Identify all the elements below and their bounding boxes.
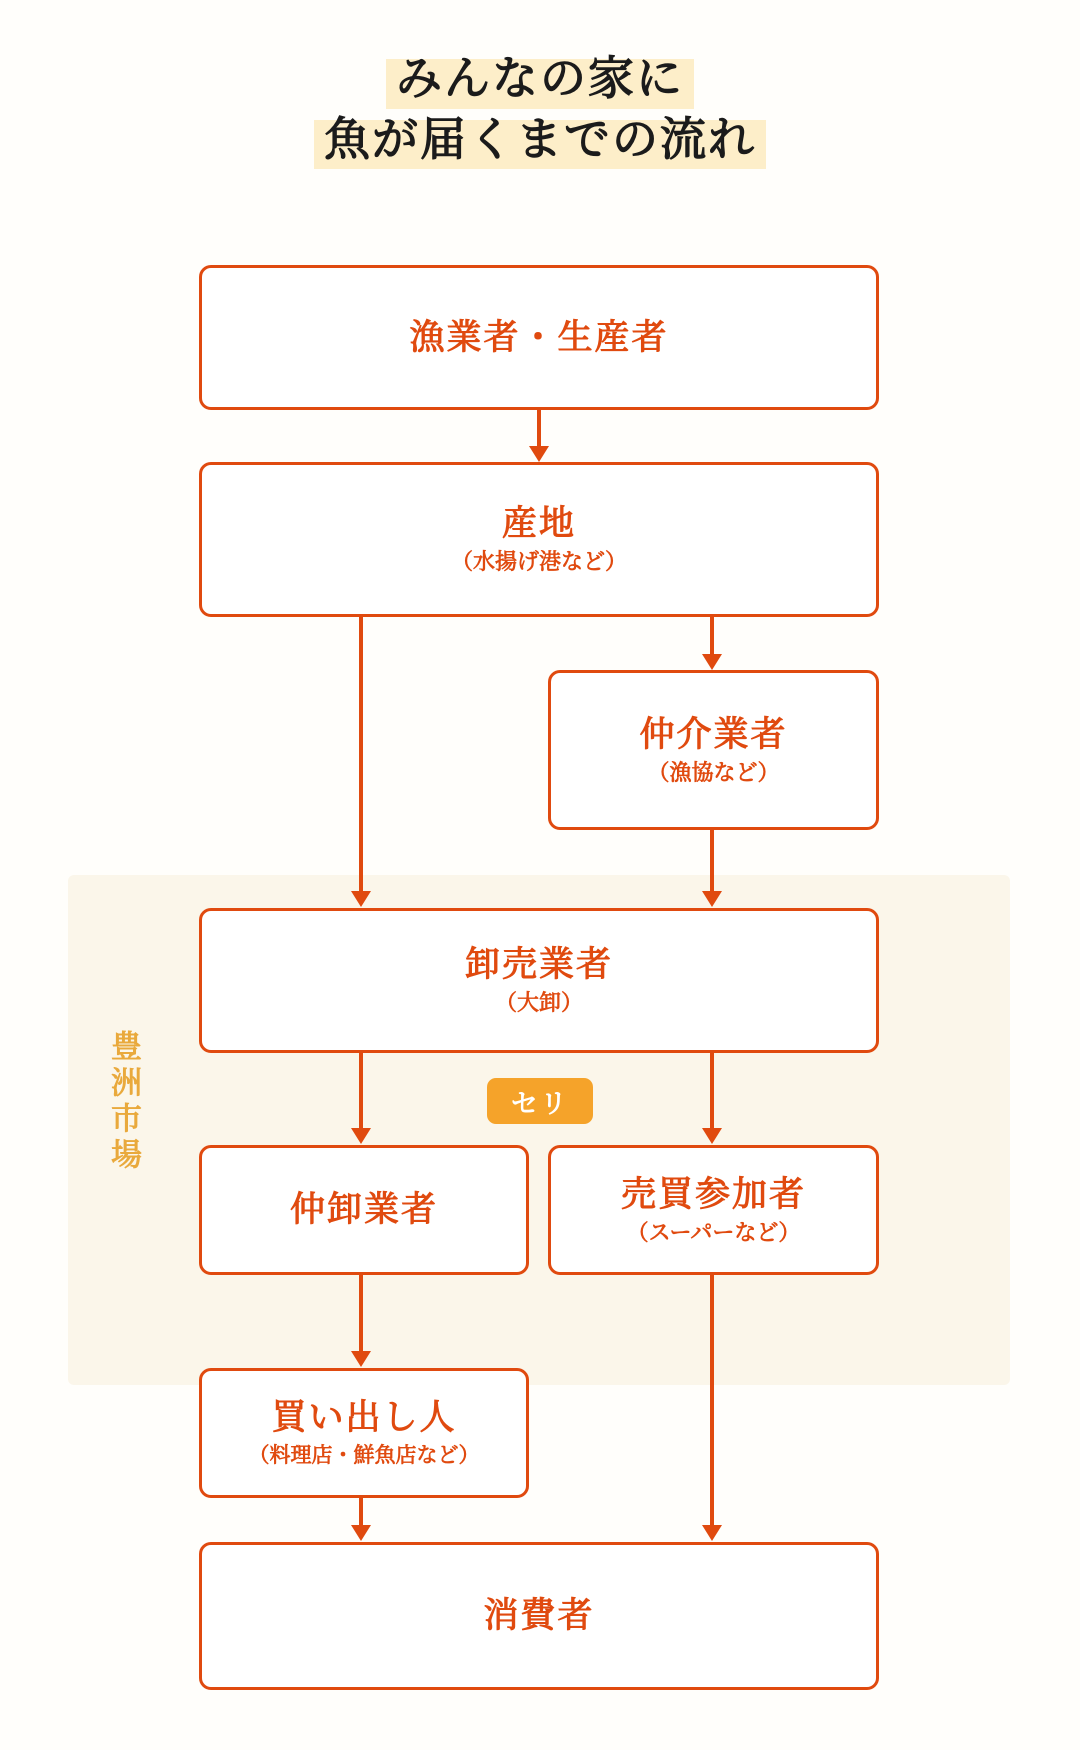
node-broker-title: 仲介業者 (639, 714, 788, 754)
seri-badge: セリ (487, 1078, 593, 1124)
toyosu-market-label: 豊洲市場 (106, 1030, 141, 1174)
node-buyer-subtitle: （料理店・鮮魚店など） (248, 1444, 480, 1468)
node-buyer (199, 1368, 529, 1498)
node-origin (199, 462, 879, 617)
node-wholesaler (199, 908, 879, 1053)
node-participant (548, 1145, 879, 1275)
node-consumer (199, 1542, 879, 1690)
node-intermediate (199, 1145, 529, 1275)
node-participant-subtitle: （スーパーなど） (626, 1219, 801, 1245)
node-wholesaler-subtitle: （大卸） (494, 990, 583, 1016)
node-producer-title: 漁業者・生産者 (409, 317, 669, 357)
page-title (0, 48, 1080, 169)
node-consumer-title: 消費者 (483, 1596, 595, 1635)
title-line-2: 魚が届くまでの流れ (314, 109, 766, 170)
node-broker-subtitle: （漁協など） (647, 759, 780, 785)
node-buyer-title: 買い出し人 (271, 1398, 457, 1438)
node-participant-title: 売買参加者 (620, 1174, 806, 1214)
title-line-1: みんなの家に (386, 48, 694, 109)
node-intermediate-title: 仲卸業者 (289, 1190, 438, 1229)
node-broker (548, 670, 879, 830)
node-producer (199, 265, 879, 410)
node-wholesaler-title: 卸売業者 (464, 945, 613, 985)
node-origin-title: 産地 (501, 504, 576, 544)
node-origin-subtitle: （水揚げ港など） (450, 549, 627, 575)
